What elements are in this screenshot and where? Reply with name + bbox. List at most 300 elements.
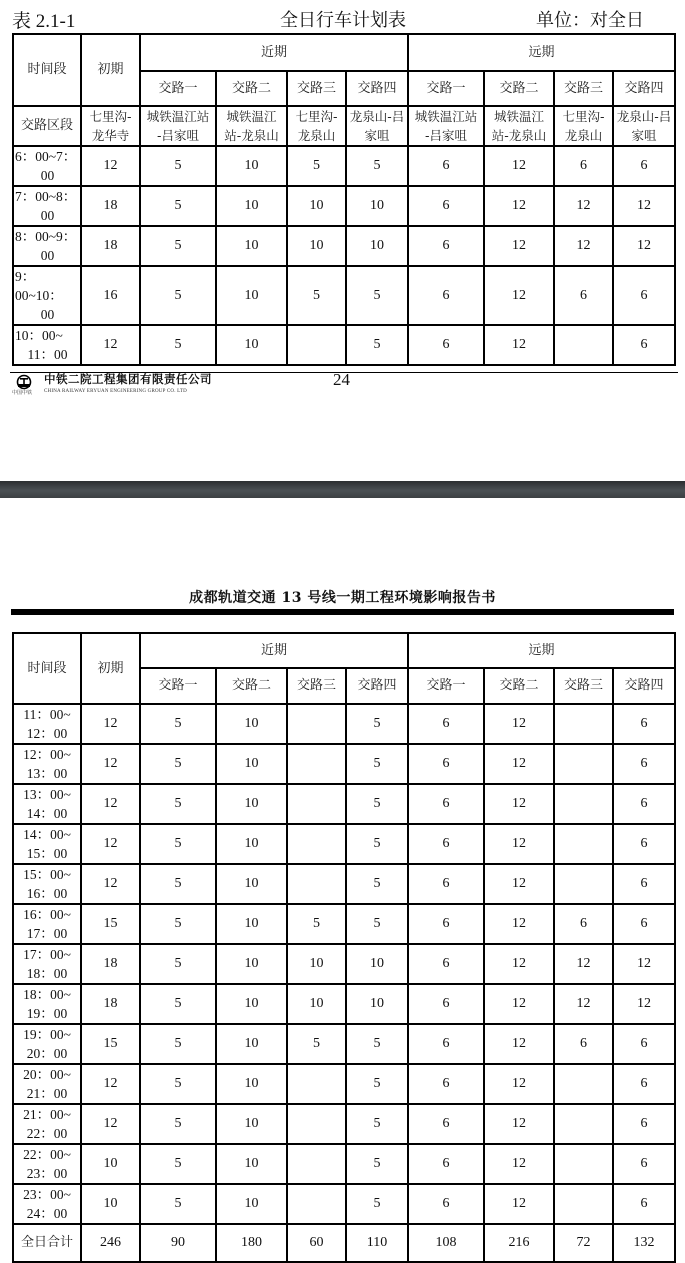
value-cell [287, 824, 346, 864]
table-unit: 单位：对全日 [536, 10, 644, 31]
header-row-periods [13, 633, 675, 668]
value-cell: 12 [81, 325, 140, 365]
value-cell: 5 [140, 266, 216, 325]
time-line: 8：00~9： [15, 229, 77, 244]
value-cell [287, 1104, 346, 1144]
value-cell: 10 [287, 984, 346, 1024]
time-line: 22：00 [26, 1126, 68, 1141]
value-cell: 6 [408, 904, 484, 944]
value-cell [554, 1144, 613, 1184]
header-route: 交路一 [140, 71, 216, 106]
value-cell: 10 [287, 944, 346, 984]
table-row [13, 186, 675, 226]
page-number: 24 [333, 370, 350, 389]
header-route: 交路四 [346, 71, 408, 106]
value-cell: 10 [216, 944, 287, 984]
segment-cell [408, 106, 484, 146]
value-cell: 5 [140, 984, 216, 1024]
value-cell: 6 [613, 146, 675, 186]
segment-line: 龙泉山 [297, 128, 336, 143]
value-cell: 6 [613, 824, 675, 864]
value-cell: 12 [484, 984, 554, 1024]
value-cell [287, 784, 346, 824]
value-cell: 10 [346, 226, 408, 266]
header-route: 交路二 [216, 71, 287, 106]
value-cell: 12 [484, 784, 554, 824]
table-row [13, 325, 675, 365]
header-near-term: 近期 [140, 34, 408, 71]
time-period-cell [13, 744, 81, 784]
table-title: 全日行车计划表 [280, 10, 406, 31]
time-line: 19：00 [26, 1006, 68, 1021]
table-row [13, 944, 675, 984]
value-cell: 12 [484, 1104, 554, 1144]
segment-row [13, 106, 675, 146]
table-row [13, 744, 675, 784]
value-cell: 12 [613, 944, 675, 984]
value-cell: 6 [408, 704, 484, 744]
company-name-english: CHINA RAILWAY ERYUAN ENGINEERING GROUP CO. LTD [44, 389, 187, 394]
value-cell: 6 [554, 266, 613, 325]
header-near-term: 近期 [140, 633, 408, 668]
time-line: 18：00 [26, 966, 68, 981]
value-cell: 5 [140, 1024, 216, 1064]
total-cell: 246 [81, 1224, 140, 1262]
total-cell: 60 [287, 1224, 346, 1262]
segment-line: 龙泉山 [564, 128, 603, 143]
company-name: 中铁二院工程集团有限责任公司 [44, 372, 212, 386]
segment-cell [613, 106, 675, 146]
value-cell: 5 [346, 1024, 408, 1064]
value-cell: 6 [408, 744, 484, 784]
value-cell: 6 [408, 186, 484, 226]
value-cell: 10 [81, 1184, 140, 1224]
value-cell: 5 [346, 744, 408, 784]
value-cell: 10 [216, 325, 287, 365]
time-period-cell [13, 186, 81, 226]
total-cell: 72 [554, 1224, 613, 1262]
value-cell: 12 [484, 944, 554, 984]
segment-line: 七里沟- [89, 109, 132, 124]
value-cell: 6 [408, 1184, 484, 1224]
value-cell: 6 [408, 784, 484, 824]
time-line: 15：00~ [23, 867, 71, 882]
value-cell: 5 [140, 1064, 216, 1104]
table-row [13, 226, 675, 266]
value-cell: 5 [346, 1144, 408, 1184]
time-line: 14：00~ [23, 827, 71, 842]
time-period-cell [13, 864, 81, 904]
time-line: 11：00 [27, 347, 68, 362]
table-row [13, 266, 675, 325]
segment-line: 家咀 [364, 128, 390, 143]
header-row-periods [13, 34, 675, 71]
time-line: 16：00 [26, 886, 68, 901]
value-cell: 10 [346, 984, 408, 1024]
time-period-cell [13, 226, 81, 266]
time-line: 00 [40, 168, 55, 183]
value-cell: 6 [613, 1104, 675, 1144]
value-cell: 12 [81, 146, 140, 186]
value-cell: 5 [140, 704, 216, 744]
segment-cell [554, 106, 613, 146]
time-line: 00 [40, 248, 55, 263]
value-cell [287, 1144, 346, 1184]
value-cell: 10 [216, 904, 287, 944]
value-cell: 5 [346, 824, 408, 864]
table-row [13, 1024, 675, 1064]
time-line: 11：00~ [23, 707, 71, 722]
time-line: 17：00~ [23, 947, 71, 962]
table-row [13, 1104, 675, 1144]
value-cell: 6 [408, 984, 484, 1024]
value-cell: 12 [554, 984, 613, 1024]
value-cell: 6 [613, 744, 675, 784]
value-cell [554, 824, 613, 864]
time-period-cell [13, 824, 81, 864]
value-cell: 5 [287, 266, 346, 325]
time-line: 23：00 [26, 1166, 68, 1181]
value-cell: 5 [287, 1024, 346, 1064]
value-cell: 10 [216, 784, 287, 824]
value-cell: 12 [484, 864, 554, 904]
value-cell: 5 [140, 1104, 216, 1144]
value-cell: 5 [140, 146, 216, 186]
value-cell: 12 [484, 1064, 554, 1104]
time-period-cell [13, 984, 81, 1024]
header-route: 交路二 [216, 668, 287, 704]
value-cell [287, 744, 346, 784]
value-cell: 10 [216, 984, 287, 1024]
table-row [13, 824, 675, 864]
value-cell [287, 864, 346, 904]
segment-cell [287, 106, 346, 146]
time-period-cell [13, 146, 81, 186]
time-period-cell [13, 1184, 81, 1224]
segment-cell [346, 106, 408, 146]
value-cell: 12 [613, 186, 675, 226]
header-initial: 初期 [81, 34, 140, 106]
segment-line: 站-龙泉山 [491, 128, 547, 143]
time-line: 00 [40, 208, 55, 223]
value-cell: 10 [287, 226, 346, 266]
time-period-cell [13, 784, 81, 824]
header-route: 交路二 [484, 71, 554, 106]
value-cell: 6 [554, 146, 613, 186]
table-row [13, 1184, 675, 1224]
time-period-cell [13, 266, 81, 325]
report-header-title: 成都轨道交通 13 号线一期工程环境影响报告书 [189, 590, 496, 606]
value-cell [287, 1064, 346, 1104]
time-period-cell [13, 325, 81, 365]
value-cell: 6 [554, 1024, 613, 1064]
value-cell [287, 325, 346, 365]
value-cell [554, 704, 613, 744]
header-long-term: 远期 [408, 34, 675, 71]
value-cell: 10 [346, 186, 408, 226]
time-line: 16：00~ [23, 907, 71, 922]
time-period-cell [13, 1144, 81, 1184]
time-line: 6：00~7： [15, 149, 77, 164]
value-cell: 12 [554, 186, 613, 226]
header-route: 交路一 [408, 668, 484, 704]
value-cell: 5 [140, 744, 216, 784]
table-row [13, 146, 675, 186]
time-line: 12：00 [26, 726, 68, 741]
value-cell: 12 [81, 784, 140, 824]
total-cell: 108 [408, 1224, 484, 1262]
time-period-cell [13, 1024, 81, 1064]
value-cell: 12 [81, 704, 140, 744]
header-rule [11, 609, 674, 615]
value-cell: 5 [346, 864, 408, 904]
value-cell: 5 [140, 1184, 216, 1224]
time-line: 9：00~10： [15, 269, 63, 303]
value-cell: 10 [216, 226, 287, 266]
value-cell: 6 [613, 325, 675, 365]
document-page-24 [0, 0, 685, 480]
header-route: 交路三 [554, 668, 613, 704]
value-cell: 12 [484, 704, 554, 744]
value-cell: 6 [613, 1064, 675, 1104]
time-line: 14：00 [26, 806, 68, 821]
value-cell [554, 744, 613, 784]
logo-caption: 中国中铁 [12, 391, 33, 396]
segment-label: 交路区段 [13, 106, 81, 146]
value-cell: 5 [346, 704, 408, 744]
value-cell: 15 [81, 904, 140, 944]
value-cell: 10 [346, 944, 408, 984]
time-line: 7：00~8： [15, 189, 77, 204]
value-cell: 6 [408, 1024, 484, 1064]
header-route: 交路三 [554, 71, 613, 106]
value-cell: 12 [484, 744, 554, 784]
value-cell: 15 [81, 1024, 140, 1064]
segment-line: 七里沟- [295, 109, 338, 124]
value-cell: 6 [613, 1024, 675, 1064]
time-line: 15：00 [26, 846, 68, 861]
segment-line: 七里沟- [562, 109, 605, 124]
value-cell [554, 1064, 613, 1104]
value-cell: 5 [140, 186, 216, 226]
value-cell: 12 [613, 984, 675, 1024]
value-cell: 6 [408, 325, 484, 365]
value-cell: 5 [346, 266, 408, 325]
table-number: 表 2.1-1 [12, 11, 76, 32]
value-cell: 5 [346, 904, 408, 944]
total-row [13, 1224, 675, 1262]
total-cell: 90 [140, 1224, 216, 1262]
time-line: 00 [40, 307, 55, 322]
value-cell: 18 [81, 186, 140, 226]
value-cell: 12 [81, 1064, 140, 1104]
value-cell: 10 [216, 824, 287, 864]
table-row [13, 984, 675, 1024]
header-route: 交路四 [613, 668, 675, 704]
total-cell: 216 [484, 1224, 554, 1262]
value-cell: 6 [408, 944, 484, 984]
table-row [13, 704, 675, 744]
segment-line: 龙泉山-吕 [616, 109, 672, 124]
value-cell: 12 [484, 1184, 554, 1224]
value-cell [554, 864, 613, 904]
value-cell: 5 [287, 904, 346, 944]
segment-line: 城铁温江站 [146, 109, 210, 124]
time-period-cell [13, 1104, 81, 1144]
value-cell: 10 [216, 1104, 287, 1144]
value-cell: 6 [408, 1104, 484, 1144]
header-long-term: 远期 [408, 633, 675, 668]
segment-cell [81, 106, 140, 146]
value-cell: 6 [408, 226, 484, 266]
value-cell: 6 [408, 1064, 484, 1104]
value-cell: 6 [613, 704, 675, 744]
table-row [13, 784, 675, 824]
header-route: 交路一 [140, 668, 216, 704]
company-logo-icon [14, 374, 34, 390]
value-cell: 5 [346, 1104, 408, 1144]
segment-line: -吕家咀 [156, 128, 199, 143]
value-cell: 10 [216, 1064, 287, 1104]
time-period-cell [13, 704, 81, 744]
time-period-cell [13, 1064, 81, 1104]
value-cell: 12 [554, 226, 613, 266]
value-cell: 5 [140, 904, 216, 944]
segment-line: 家咀 [631, 128, 657, 143]
value-cell [554, 1184, 613, 1224]
value-cell: 6 [408, 864, 484, 904]
page-separator [0, 481, 685, 498]
value-cell: 6 [554, 904, 613, 944]
value-cell: 5 [287, 146, 346, 186]
value-cell: 18 [81, 984, 140, 1024]
time-line: 20：00~ [23, 1067, 71, 1082]
total-cell: 132 [613, 1224, 675, 1262]
segment-cell [484, 106, 554, 146]
value-cell: 12 [81, 864, 140, 904]
total-cell: 180 [216, 1224, 287, 1262]
header-initial: 初期 [81, 633, 140, 704]
segment-cell [140, 106, 216, 146]
value-cell: 12 [554, 944, 613, 984]
value-cell [287, 704, 346, 744]
value-cell: 10 [216, 1184, 287, 1224]
value-cell: 12 [484, 266, 554, 325]
value-cell: 5 [140, 864, 216, 904]
value-cell: 12 [81, 744, 140, 784]
time-line: 13：00 [26, 766, 68, 781]
value-cell: 6 [613, 1144, 675, 1184]
time-line: 20：00 [26, 1046, 68, 1061]
header-route: 交路一 [408, 71, 484, 106]
value-cell: 6 [613, 864, 675, 904]
value-cell: 6 [613, 1184, 675, 1224]
time-line: 23：00~ [23, 1187, 71, 1202]
value-cell: 12 [484, 1024, 554, 1064]
header-time-period: 时间段 [13, 34, 81, 106]
time-line: 17：00 [26, 926, 68, 941]
value-cell: 10 [216, 704, 287, 744]
header-route: 交路三 [287, 668, 346, 704]
value-cell: 12 [81, 1104, 140, 1144]
time-line: 19：00~ [23, 1027, 71, 1042]
time-line: 24：00 [26, 1206, 68, 1221]
value-cell: 5 [346, 784, 408, 824]
table-row [13, 1144, 675, 1184]
value-cell: 5 [140, 1144, 216, 1184]
value-cell [554, 1104, 613, 1144]
value-cell: 12 [484, 226, 554, 266]
time-line: 22：00~ [23, 1147, 71, 1162]
header-time-period: 时间段 [13, 633, 81, 704]
value-cell: 12 [484, 186, 554, 226]
segment-line: 龙华寺 [91, 128, 130, 143]
value-cell: 5 [346, 1064, 408, 1104]
value-cell: 5 [346, 146, 408, 186]
segment-line: 城铁温江站 [414, 109, 478, 124]
value-cell: 5 [346, 1184, 408, 1224]
total-label: 全日合计 [13, 1224, 81, 1262]
value-cell: 6 [613, 904, 675, 944]
total-cell: 110 [346, 1224, 408, 1262]
value-cell: 16 [81, 266, 140, 325]
value-cell: 10 [216, 266, 287, 325]
time-line: 21：00~ [23, 1107, 71, 1122]
value-cell: 12 [484, 325, 554, 365]
time-period-cell [13, 944, 81, 984]
value-cell: 5 [140, 784, 216, 824]
value-cell: 10 [216, 1024, 287, 1064]
value-cell: 18 [81, 944, 140, 984]
value-cell: 6 [408, 824, 484, 864]
train-schedule-table-part1 [12, 33, 676, 366]
segment-line: 城铁温江 [226, 109, 277, 124]
value-cell: 6 [408, 1144, 484, 1184]
value-cell: 12 [484, 824, 554, 864]
segment-line: -吕家咀 [425, 128, 468, 143]
header-route: 交路三 [287, 71, 346, 106]
table-row [13, 864, 675, 904]
value-cell: 12 [613, 226, 675, 266]
segment-line: 城铁温江 [494, 109, 545, 124]
value-cell: 5 [140, 325, 216, 365]
value-cell: 10 [216, 186, 287, 226]
time-line: 12：00~ [23, 747, 71, 762]
value-cell: 12 [81, 824, 140, 864]
time-line: 10：00~ [15, 328, 63, 343]
value-cell: 18 [81, 226, 140, 266]
segment-line: 龙泉山-吕 [349, 109, 405, 124]
time-line: 13：00~ [23, 787, 71, 802]
value-cell: 6 [613, 266, 675, 325]
value-cell: 12 [484, 1144, 554, 1184]
train-schedule-table-part2 [12, 632, 676, 1263]
value-cell: 10 [216, 744, 287, 784]
value-cell: 6 [408, 266, 484, 325]
value-cell: 5 [140, 824, 216, 864]
segment-cell [216, 106, 287, 146]
value-cell: 6 [408, 146, 484, 186]
segment-line: 站-龙泉山 [224, 128, 279, 143]
value-cell: 10 [216, 146, 287, 186]
value-cell: 6 [613, 784, 675, 824]
table-row [13, 904, 675, 944]
time-line: 21：00 [26, 1086, 68, 1101]
value-cell: 12 [484, 904, 554, 944]
value-cell: 5 [140, 944, 216, 984]
value-cell [554, 325, 613, 365]
time-period-cell [13, 904, 81, 944]
